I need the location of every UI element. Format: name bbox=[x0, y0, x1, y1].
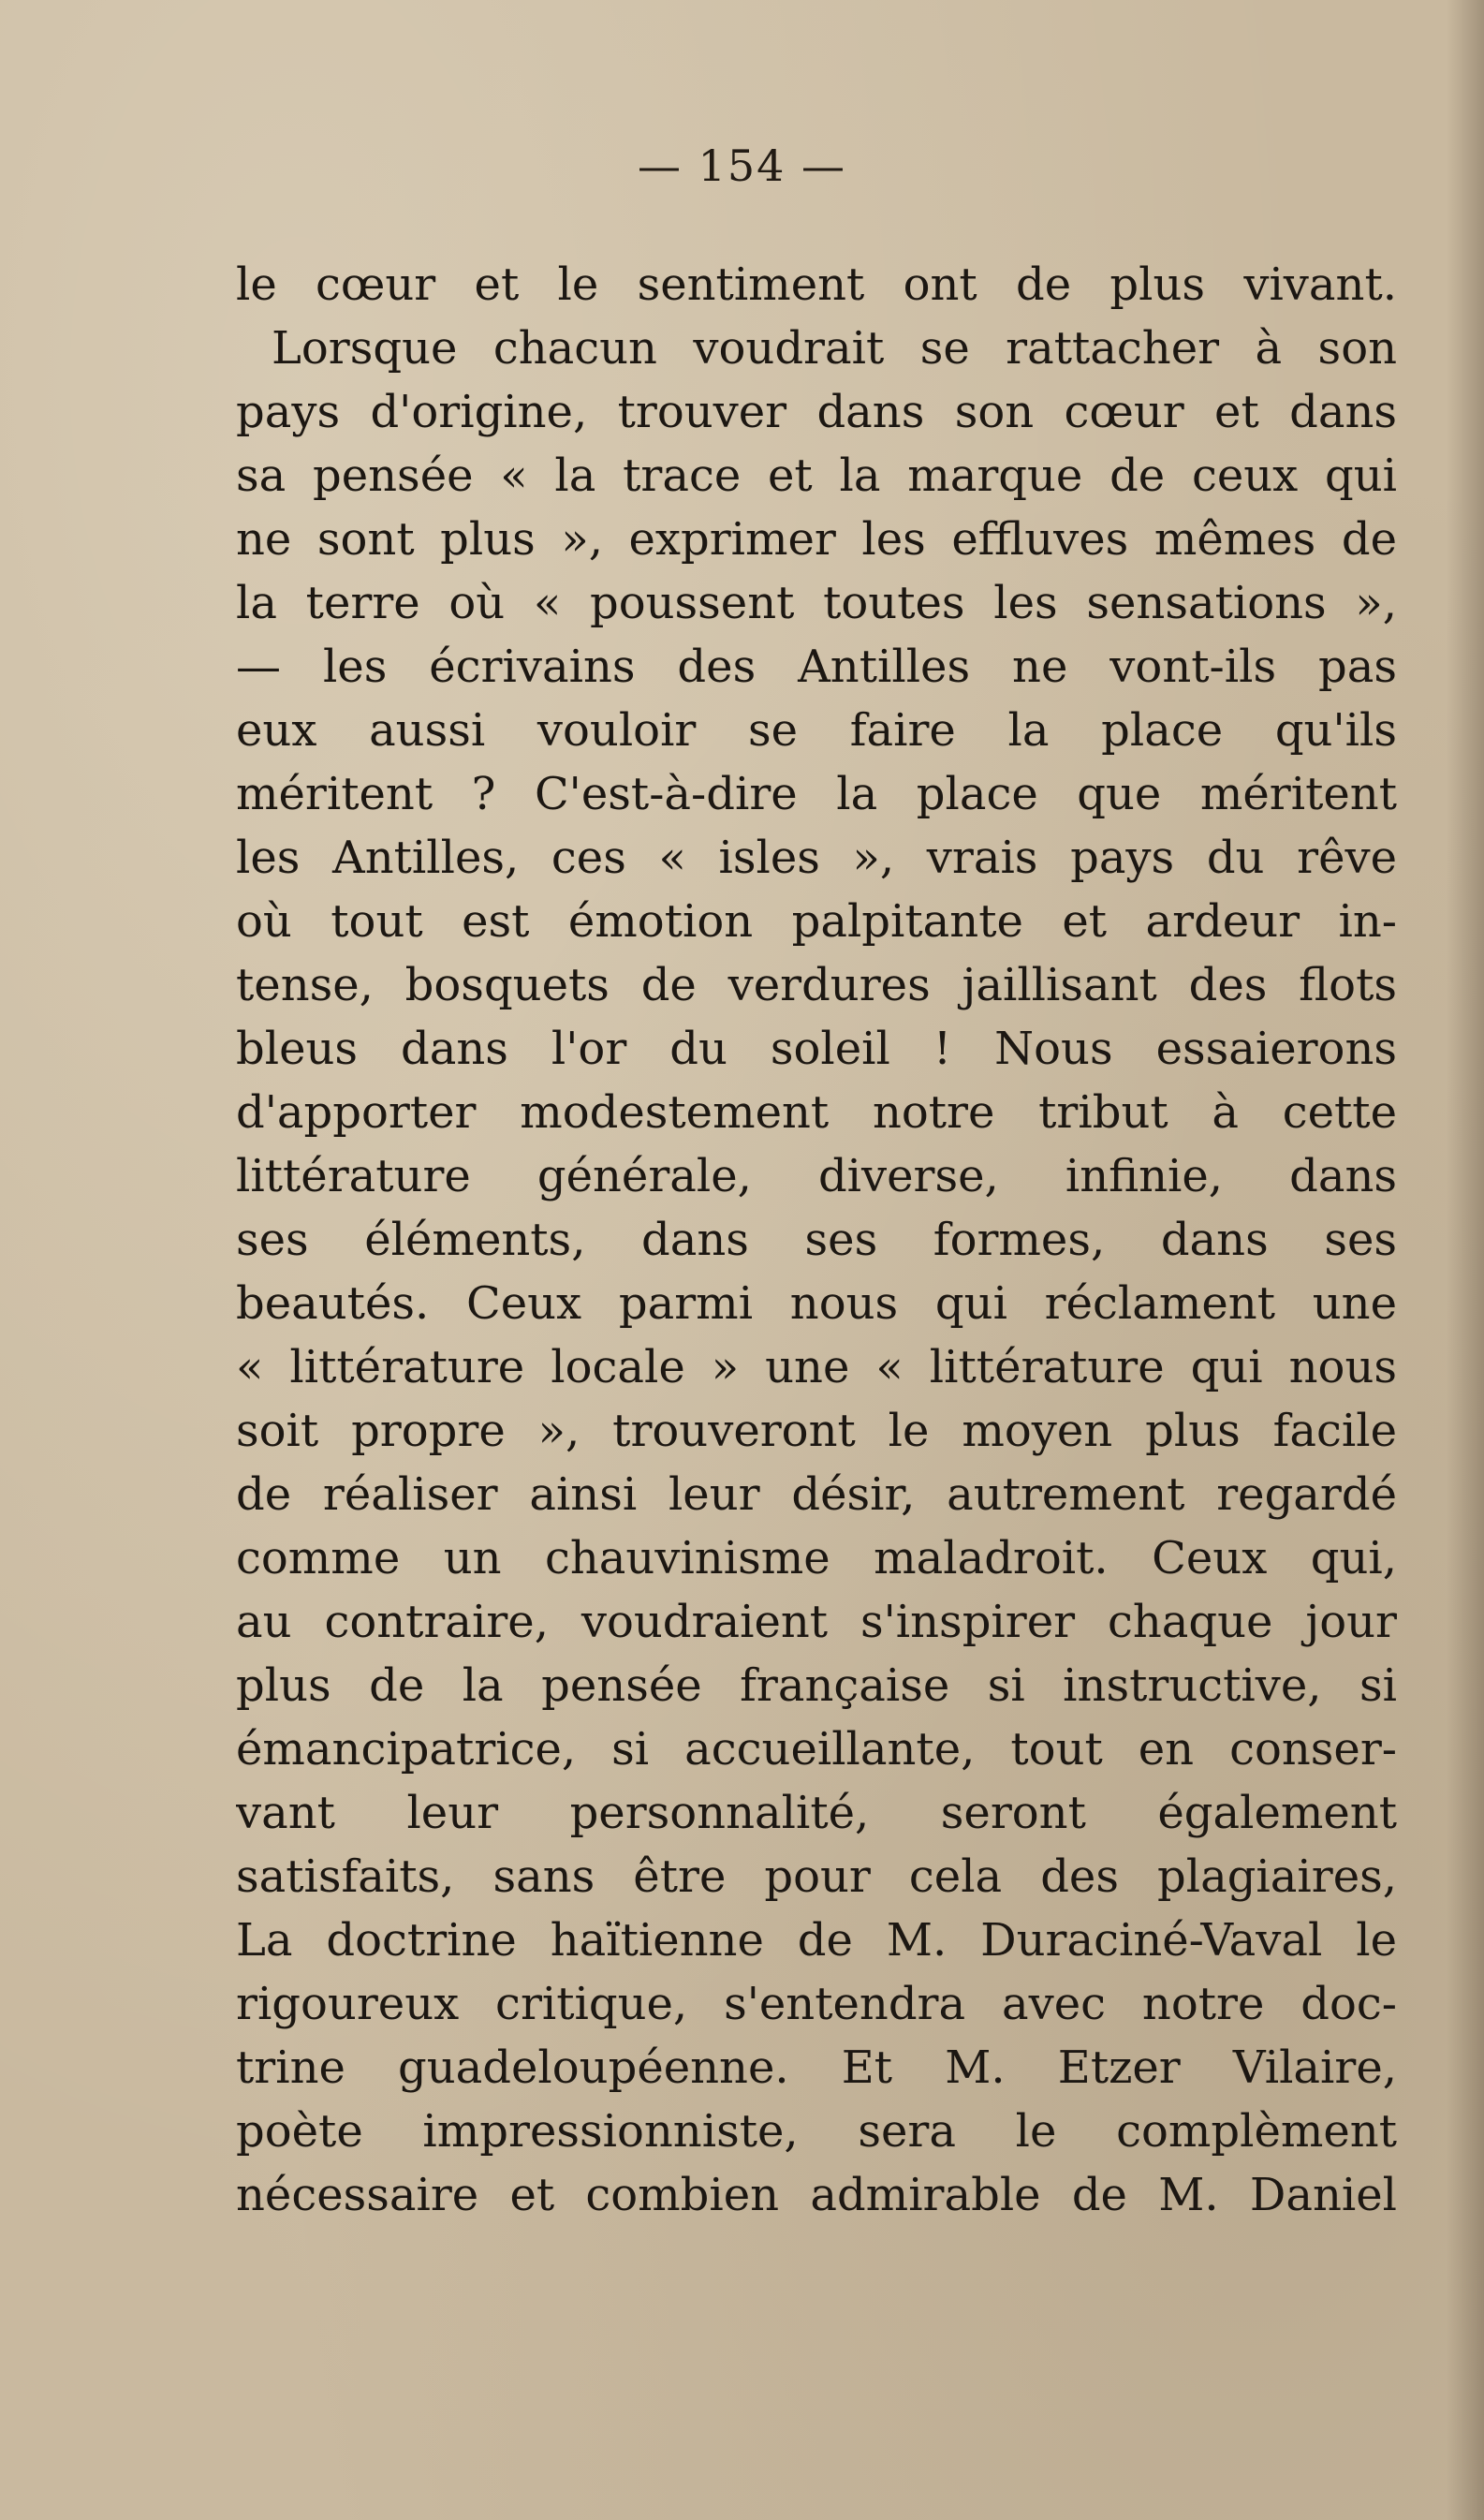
text-line: bleus dans l'or du soleil ! Nous essaierons bbox=[236, 1023, 1397, 1075]
text-line: au contraire, voudraient s'inspirer chaque jour bbox=[236, 1596, 1397, 1648]
text-line: tense, bosquets de verdures jaillisant des flots bbox=[236, 959, 1397, 1011]
text-line: méritent ? C'est-à-dire la place que méritent bbox=[236, 768, 1397, 820]
body-text bbox=[236, 253, 1397, 2227]
text-line: satisfaits, sans être pour cela des plagiaires, bbox=[236, 1850, 1397, 1903]
text-line: beautés. Ceux parmi nous qui réclament une bbox=[236, 1277, 1397, 1330]
text-line: la terre où « poussent toutes les sensations », bbox=[236, 577, 1397, 629]
text-line: plus de la pensée française si instructive, si bbox=[236, 1659, 1397, 1712]
text-line: « littérature locale » une « littérature qui nous bbox=[236, 1341, 1397, 1393]
text-line: pays d'origine, trouver dans son cœur et dans bbox=[236, 386, 1397, 438]
text-line: poète impressionniste, sera le complèment bbox=[236, 2105, 1397, 2158]
text-line: ses éléments, dans ses formes, dans ses bbox=[236, 1214, 1397, 1266]
text-line: comme un chauvinisme maladroit. Ceux qui, bbox=[236, 1532, 1397, 1584]
text-line: nécessaire et combien admirable de M. Daniel bbox=[236, 2169, 1397, 2221]
text-line: les Antilles, ces « isles », vrais pays du rêve bbox=[236, 832, 1397, 884]
text-line: émancipatrice, si accueillante, tout en conser- bbox=[236, 1723, 1397, 1776]
text-line: Lorsque chacun voudrait se rattacher à son bbox=[272, 322, 1397, 375]
text-line: où tout est émotion palpitante et ardeur in- bbox=[236, 895, 1397, 948]
text-line: soit propre », trouveront le moyen plus facile bbox=[236, 1405, 1397, 1457]
text-line: de réaliser ainsi leur désir, autrement regardé bbox=[236, 1468, 1397, 1521]
text-line: La doctrine haïtienne de M. Duraciné-Vaval le bbox=[236, 1914, 1397, 1967]
text-line: — les écrivains des Antilles ne vont-ils pas bbox=[236, 641, 1397, 693]
text-line: sa pensée « la trace et la marque de ceux qui bbox=[236, 449, 1397, 502]
page-edge-shadow bbox=[1447, 0, 1484, 2520]
text-line: rigoureux critique, s'entendra avec notre doc- bbox=[236, 1978, 1397, 2030]
page-number: — 154 — bbox=[637, 140, 847, 191]
text-line: eux aussi vouloir se faire la place qu'ils bbox=[236, 704, 1397, 757]
text-line: d'apporter modestement notre tribut à cette bbox=[236, 1086, 1397, 1139]
text-line: littérature générale, diverse, infinie, dans bbox=[236, 1150, 1397, 1202]
text-line: vant leur personnalité, seront également bbox=[236, 1787, 1397, 1839]
text-line: ne sont plus », exprimer les effluves mêmes de bbox=[236, 513, 1397, 566]
text-line: le cœur et le sentiment ont de plus vivant. bbox=[236, 258, 1397, 311]
text-line: trine guadeloupéenne. Et M. Etzer Vilaire, bbox=[236, 2041, 1397, 2094]
